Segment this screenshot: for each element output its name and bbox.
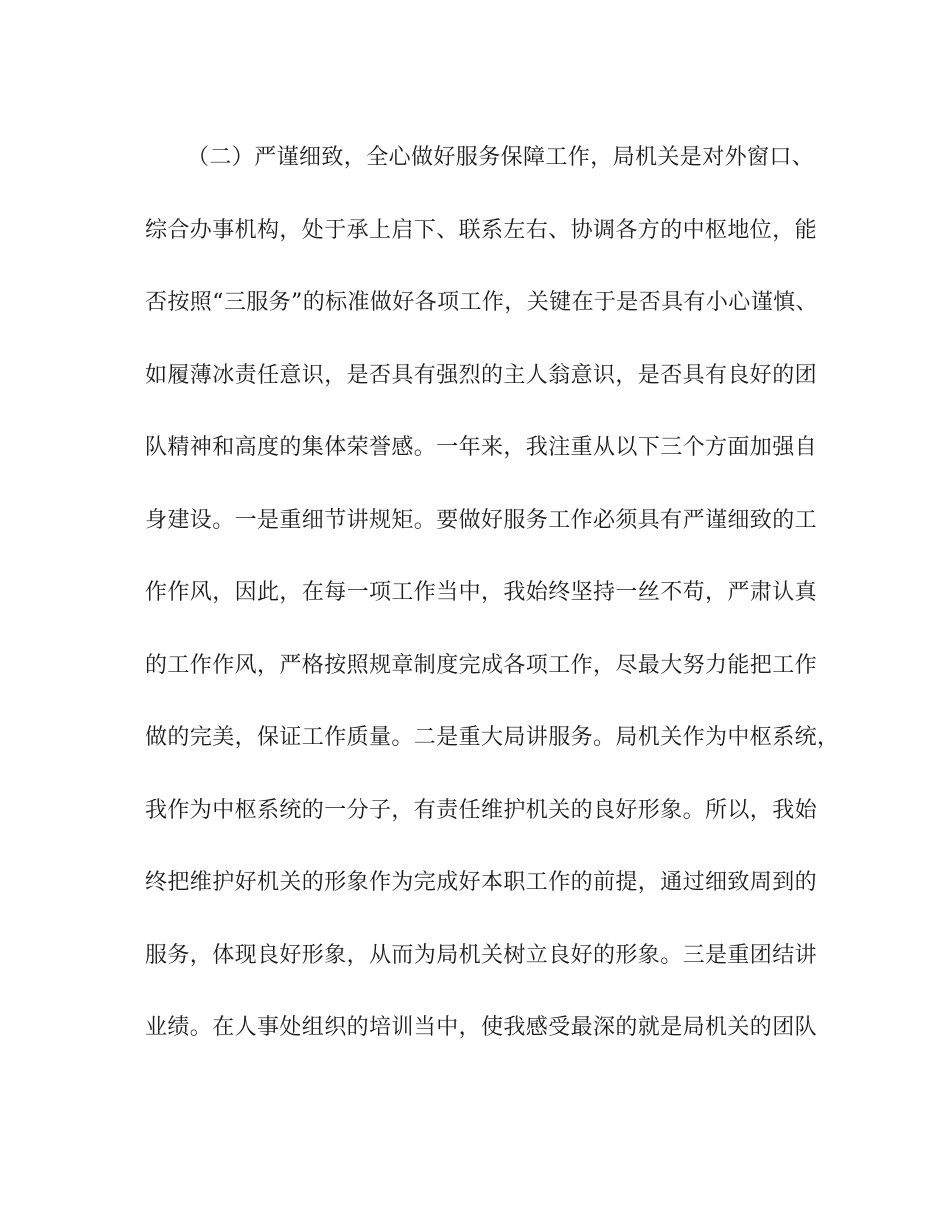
paragraph-line: 做的完美，保证工作质量。二是重大局讲服务。局机关作为中枢系统，	[145, 725, 840, 750]
paragraph-line: 综合办事机构，处于承上启下、联系左右、协调各方的中枢地位，能	[145, 218, 818, 243]
paragraph-line: 身建设。一是重细节讲规矩。要做好服务工作必须具有严谨细致的工	[145, 508, 818, 533]
paragraph-line: 服务，体现良好形象，从而为局机关树立良好的形象。三是重团结讲	[145, 943, 818, 968]
paragraph-line: 业绩。在人事处组织的培训当中，使我感受最深的就是局机关的团队	[145, 1015, 818, 1040]
paragraph-line: （二）严谨细致，全心做好服务保障工作，局机关是对外窗口、	[187, 145, 815, 170]
paragraph-line: 如履薄冰责任意识，是否具有强烈的主人翁意识，是否具有良好的团	[145, 363, 818, 388]
paragraph-line: 作作风，因此，在每一项工作当中，我始终坚持一丝不苟，严肃认真	[145, 580, 818, 605]
paragraph-line: 的工作作风，严格按照规章制度完成各项工作，尽最大努力能把工作	[145, 653, 818, 678]
paragraph-line: 否按照“三服务”的标准做好各项工作，关键在于是否具有小心谨慎、	[145, 290, 818, 315]
paragraph-line: 我作为中枢系统的一分子，有责任维护机关的良好形象。所以，我始	[145, 798, 818, 823]
paragraph-line: 队精神和高度的集体荣誉感。一年来，我注重从以下三个方面加强自	[145, 435, 818, 460]
paragraph-line: 终把维护好机关的形象作为完成好本职工作的前提，通过细致周到的	[145, 870, 818, 895]
